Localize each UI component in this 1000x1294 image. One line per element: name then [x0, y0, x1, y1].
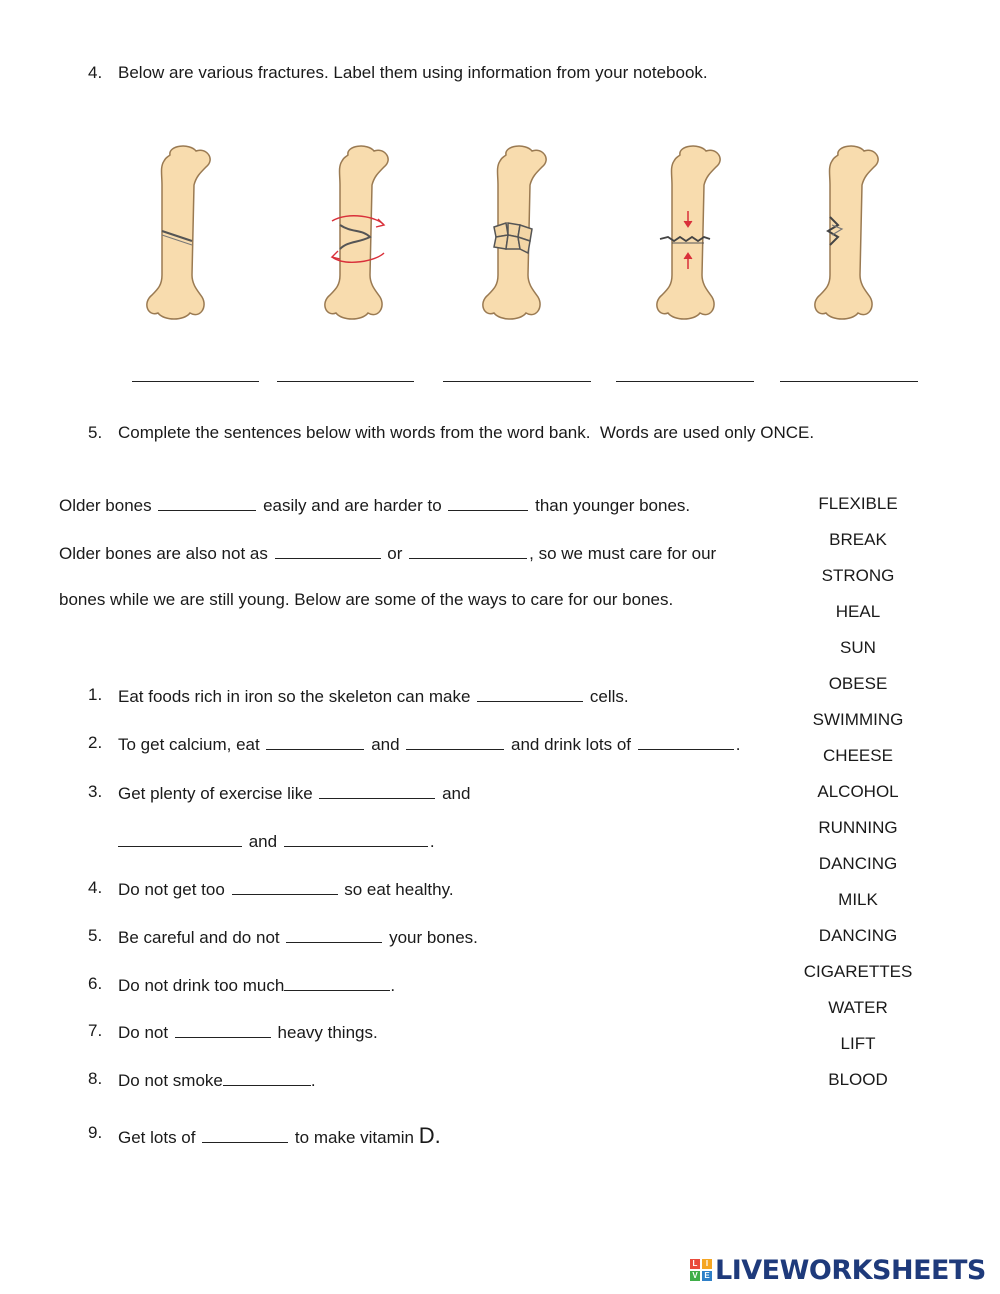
text-segment: .	[429, 832, 435, 851]
word-bank-item[interactable]: WATER	[828, 998, 888, 1017]
logo-square: L	[690, 1259, 700, 1269]
blank-item-4[interactable]	[232, 878, 338, 895]
text-segment: Older bones are also not as	[59, 544, 273, 563]
text-segment: heavy things.	[272, 1023, 378, 1042]
blank-item-8[interactable]	[223, 1069, 311, 1086]
blank-item-2a[interactable]	[266, 733, 364, 750]
paragraph-line-3: bones while we are still young. Below are some of the ways to care for our bones.	[59, 590, 674, 609]
fracture-label-blank-4[interactable]	[616, 381, 754, 382]
word-bank-item[interactable]: OBESE	[828, 674, 888, 693]
item-3-text-continued	[118, 830, 435, 852]
text-segment: To get calcium, eat	[118, 735, 265, 754]
text-segment: , so we must care for our	[529, 544, 717, 563]
text-segment: or	[382, 544, 408, 563]
fracture-label-blank-1[interactable]	[132, 381, 259, 382]
blank-item-1[interactable]	[477, 685, 583, 702]
item-5-number: 5.	[88, 926, 103, 945]
item-3-text	[118, 782, 470, 804]
word-bank-item[interactable]: CHEESE	[823, 746, 893, 765]
logo-text: LIVEWORKSHEETS	[715, 1254, 986, 1286]
fracture-label-blank-2[interactable]	[277, 381, 414, 382]
blank-older-bones-2[interactable]	[448, 494, 528, 511]
item-4-number: 4.	[88, 878, 103, 897]
logo-square: E	[702, 1271, 712, 1281]
fracture-label-blank-3[interactable]	[443, 381, 591, 382]
item-3-number: 3.	[88, 782, 103, 801]
item-9-number: 9.	[88, 1123, 103, 1142]
text-segment: .	[390, 976, 396, 995]
word-bank-item[interactable]: CIGARETTES	[803, 962, 913, 981]
question-4-text: Below are various fractures. Label them using information from your notebook.	[118, 63, 708, 82]
item-6-number: 6.	[88, 974, 103, 993]
blank-item-9[interactable]	[202, 1126, 288, 1143]
text-segment: and	[244, 832, 282, 851]
text-segment: to make vitamin	[290, 1128, 419, 1147]
text-segment: Be careful and do not	[118, 928, 285, 947]
bone-spiral-fracture-image	[318, 145, 398, 325]
word-bank-item[interactable]: DANCING	[818, 926, 898, 945]
item-6-text	[118, 974, 395, 996]
blank-not-as-1[interactable]	[275, 542, 381, 559]
blank-item-5[interactable]	[286, 926, 382, 943]
text-segment: Older bones	[59, 496, 157, 515]
word-bank-item[interactable]: ALCOHOL	[817, 782, 899, 801]
blank-item-7[interactable]	[175, 1021, 271, 1038]
item-7-text	[118, 1021, 378, 1043]
word-bank-item[interactable]: FLEXIBLE	[818, 494, 898, 513]
text-segment: .	[310, 1071, 316, 1090]
text-segment: than younger bones.	[530, 496, 691, 515]
blank-item-6[interactable]	[284, 974, 390, 991]
blank-not-as-2[interactable]	[409, 542, 527, 559]
word-bank-item[interactable]: HEAL	[835, 602, 881, 621]
text-segment: Do not smoke	[118, 1071, 223, 1090]
word-bank-item[interactable]: RUNNING	[818, 818, 898, 837]
text-segment: .	[735, 735, 741, 754]
logo-square: I	[702, 1259, 712, 1269]
item-1-text	[118, 685, 629, 707]
logo-square: V	[690, 1271, 700, 1281]
text-segment: and	[437, 784, 471, 803]
blank-item-2c[interactable]	[638, 733, 734, 750]
text-segment: cells.	[585, 687, 629, 706]
word-bank-item[interactable]: LIFT	[840, 1034, 876, 1053]
text-segment: and	[366, 735, 405, 754]
blank-older-bones-1[interactable]	[158, 494, 256, 511]
bone-greenstick-fracture-image	[808, 145, 888, 325]
paragraph-line-1	[59, 494, 690, 516]
bone-oblique-fracture-image	[140, 145, 220, 325]
question-4-number: 4.	[88, 63, 103, 82]
paragraph-line-2	[59, 542, 716, 564]
item-8-text	[118, 1069, 316, 1091]
bone-comminuted-fracture-image	[476, 145, 556, 325]
text-segment: Get plenty of exercise like	[118, 784, 318, 803]
blank-item-3a[interactable]	[319, 782, 435, 799]
text-segment: and drink lots of	[506, 735, 636, 754]
item-2-text	[118, 733, 740, 755]
text-segment: Do not get too	[118, 880, 230, 899]
vitamin-d-letter: D.	[418, 1123, 441, 1148]
fracture-label-blank-5[interactable]	[780, 381, 918, 382]
blank-item-2b[interactable]	[406, 733, 504, 750]
text-segment: so eat healthy.	[339, 880, 454, 899]
word-bank-item[interactable]: BLOOD	[828, 1070, 888, 1089]
text-segment: Eat foods rich in iron so the skeleton can make	[118, 687, 476, 706]
item-7-number: 7.	[88, 1021, 103, 1040]
word-bank-item[interactable]: STRONG	[821, 566, 895, 585]
word-bank-item[interactable]: SWIMMING	[812, 710, 904, 729]
blank-item-3b[interactable]	[118, 830, 242, 847]
item-4-text	[118, 878, 454, 900]
text-segment: Do not	[118, 1023, 173, 1042]
text-segment: easily and are harder to	[258, 496, 447, 515]
question-5-text: Complete the sentences below with words from the word bank. Words are used only ONCE.	[118, 423, 815, 442]
word-bank-item[interactable]: SUN	[840, 638, 876, 657]
logo-squares-icon	[690, 1259, 712, 1281]
liveworksheets-logo[interactable]	[690, 1254, 986, 1286]
item-1-number: 1.	[88, 685, 103, 704]
question-5-number: 5.	[88, 423, 103, 442]
item-8-number: 8.	[88, 1069, 103, 1088]
word-bank-item[interactable]: MILK	[838, 890, 878, 909]
text-segment: your bones.	[384, 928, 478, 947]
word-bank-item[interactable]: BREAK	[829, 530, 887, 549]
text-segment: Get lots of	[118, 1128, 201, 1147]
item-2-number: 2.	[88, 733, 103, 752]
blank-item-3c[interactable]	[284, 830, 428, 847]
text-segment: Do not drink too much	[118, 976, 285, 995]
word-bank-item[interactable]: DANCING	[818, 854, 898, 873]
bone-compression-fracture-image	[650, 145, 730, 325]
item-9-text	[118, 1123, 441, 1149]
item-5-text	[118, 926, 478, 948]
